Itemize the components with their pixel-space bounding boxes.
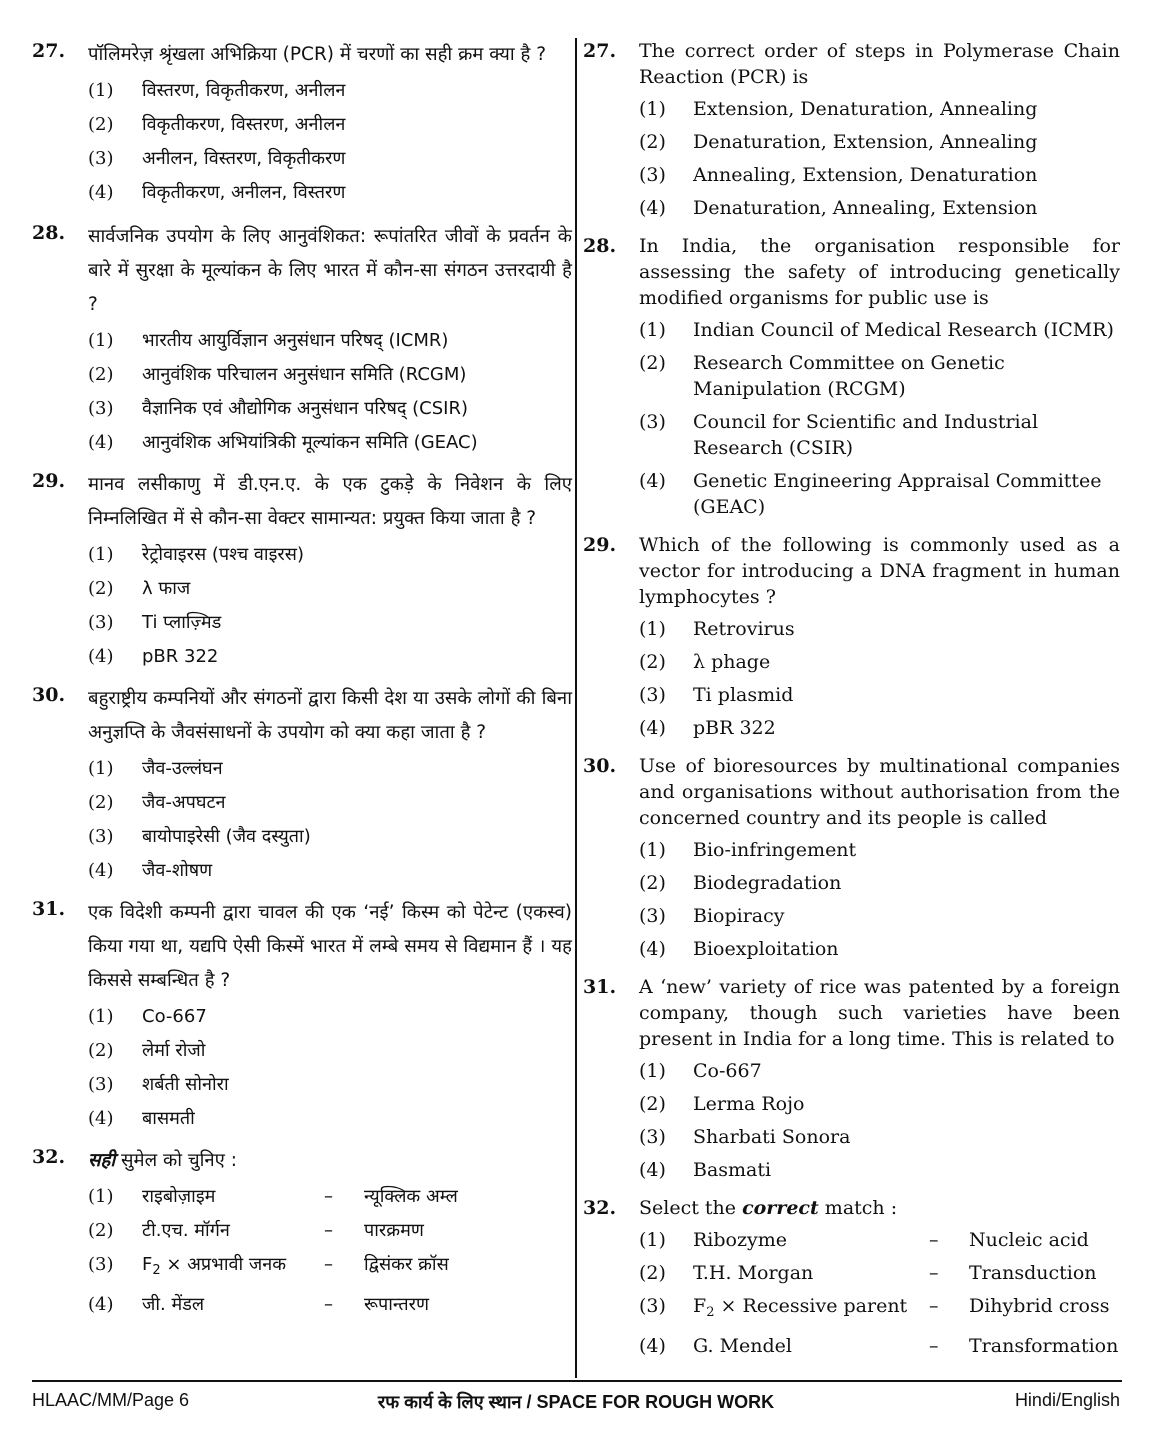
option-1: [88, 756, 572, 782]
option-text: लेर्मा रोजो: [142, 1040, 206, 1061]
option-number: (1): [639, 839, 666, 861]
option-1: [88, 1184, 572, 1210]
match-right: न्यूक्लिक अम्ल: [364, 1186, 458, 1207]
option-number: (2): [88, 1040, 114, 1061]
option-text: Ti plasmid: [693, 684, 794, 706]
match-right: रूपान्तरण: [364, 1294, 430, 1315]
option-number: (3): [639, 411, 666, 433]
option-number: (2): [639, 1093, 666, 1115]
question-number: 30.: [583, 755, 617, 777]
option-number: (1): [88, 1006, 114, 1027]
question-stem: The correct order of steps in Polymerase Chain Reaction (PCR) is: [639, 40, 1120, 88]
match-dash: –: [929, 1229, 939, 1251]
question-30-hindi: [32, 682, 572, 884]
option-4: [639, 715, 1120, 741]
option-3: [639, 903, 1120, 929]
option-text: Co-667: [142, 1006, 207, 1027]
option-number: (3): [639, 905, 666, 927]
footer-rule: [32, 1380, 1122, 1382]
question-number: 30.: [32, 684, 66, 706]
option-number: (2): [88, 792, 114, 813]
option-3: [88, 1252, 572, 1284]
option-text: Council for Scientific and Industrial Research (CSIR): [693, 411, 1039, 459]
option-1: [88, 328, 572, 354]
option-number: (4): [88, 646, 114, 667]
match-left: [693, 1293, 929, 1326]
option-text: अनीलन, विस्तरण, विकृतीकरण: [142, 148, 346, 169]
match-dash: –: [324, 1186, 333, 1207]
question-29-hindi: [32, 468, 572, 670]
stem-pre: Select the: [639, 1197, 743, 1219]
option-number: (3): [639, 164, 666, 186]
option-number: (4): [88, 1294, 114, 1315]
options-list: [639, 837, 1120, 962]
option-text: जैव-शोषण: [142, 860, 213, 881]
hindi-column: [32, 38, 572, 1330]
page-code: HLAAC/MM/Page 6: [32, 1390, 190, 1410]
page-footer: [32, 1388, 1120, 1416]
option-number: (3): [88, 148, 114, 169]
option-text: Biopiracy: [693, 905, 785, 927]
option-4: [639, 468, 1120, 520]
options-list: [639, 317, 1120, 520]
options-list: [88, 78, 572, 206]
option-number: (2): [639, 352, 666, 374]
option-text: Biodegradation: [693, 872, 842, 894]
question-number: 29.: [32, 470, 66, 492]
option-4: [639, 1157, 1120, 1183]
option-number: (3): [88, 1254, 114, 1275]
question-stem: मानव लसीकाणु में डी.एन.ए. के एक टुकड़े के निवेशन के लिए निम्नलिखित में से कौन-सा वेक्टर सामान्यत: प्रयुक्त किया जाता है ?: [88, 474, 572, 529]
option-text: Basmati: [693, 1159, 772, 1181]
option-4: [88, 1106, 572, 1132]
option-3: [88, 1072, 572, 1098]
option-number: (1): [88, 758, 114, 779]
stem-rest: match :: [818, 1197, 898, 1219]
option-4: [88, 1292, 572, 1318]
match-right: Transduction: [969, 1262, 1097, 1284]
question-number: 28.: [32, 222, 66, 244]
option-2: [88, 112, 572, 138]
option-number: (2): [88, 578, 114, 599]
match-dash: –: [929, 1335, 939, 1357]
option-number: (1): [88, 80, 114, 101]
match-dash: –: [324, 1220, 333, 1241]
option-number: (3): [88, 1074, 114, 1095]
rough-work-label: रफ कार्य के लिए स्थान / SPACE FOR ROUGH WORK: [377, 1392, 775, 1412]
option-text: Indian Council of Medical Research (ICMR): [693, 319, 1114, 341]
option-number: (4): [88, 1108, 114, 1129]
option-2: [88, 790, 572, 816]
option-1: [88, 1004, 572, 1030]
option-text: Research Committee on Genetic Manipulation (RCGM): [693, 352, 1005, 400]
option-number: (1): [88, 544, 114, 565]
options-list: [88, 756, 572, 884]
option-number: (4): [88, 182, 114, 203]
option-text: Bioexploitation: [693, 938, 839, 960]
question-27-english: [583, 38, 1120, 221]
option-4: [88, 430, 572, 456]
match-left-rest: × Recessive parent: [714, 1295, 908, 1317]
options-list: [88, 542, 572, 670]
option-3: [88, 824, 572, 850]
question-stem: [88, 1144, 572, 1178]
option-2: [88, 576, 572, 602]
question-number: 32.: [583, 1197, 617, 1219]
option-number: (2): [639, 1262, 666, 1284]
option-2: [639, 870, 1120, 896]
option-3: [88, 610, 572, 636]
option-3: [88, 146, 572, 172]
option-number: (1): [639, 319, 666, 341]
option-2: [639, 1091, 1120, 1117]
option-text: λ फाज: [142, 578, 191, 599]
match-left: Ribozyme: [693, 1229, 787, 1251]
option-2: [639, 1260, 1120, 1286]
option-text: Extension, Denaturation, Annealing: [693, 98, 1038, 120]
question-28-hindi: [32, 220, 572, 456]
question-stem: [639, 1195, 1120, 1221]
f-symbol: F: [142, 1254, 153, 1275]
option-text: विकृतीकरण, विस्तरण, अनीलन: [142, 114, 346, 135]
match-right: द्विसंकर क्रॉस: [364, 1254, 449, 1275]
option-text: बासमती: [142, 1108, 195, 1129]
option-number: (2): [639, 872, 666, 894]
option-3: [639, 682, 1120, 708]
option-text: विकृतीकरण, अनीलन, विस्तरण: [142, 182, 346, 203]
option-number: (1): [639, 618, 666, 640]
match-left: जी. मेंडल: [142, 1294, 205, 1315]
option-1: [88, 542, 572, 568]
options-list: [88, 328, 572, 456]
option-text: pBR 322: [142, 646, 219, 667]
option-number: (2): [88, 114, 114, 135]
option-text: जैव-अपघटन: [142, 792, 226, 813]
language-label: Hindi/English: [1014, 1390, 1120, 1410]
option-text: बायोपाइरेसी (जैव दस्युता): [142, 826, 311, 847]
option-text: आनुवंशिक परिचालन अनुसंधान समिति (RCGM): [142, 364, 467, 385]
option-number: (4): [639, 470, 666, 492]
f-symbol: F: [693, 1295, 707, 1317]
question-number: 27.: [32, 40, 66, 62]
match-right: Transformation: [969, 1335, 1119, 1357]
question-stem: सार्वजनिक उपयोग के लिए आनुवंशिकत: रूपांतरित जीवों के प्रवर्तन के बारे में सुरक्षा के मूल्यांकन के लिए भारत में कौन-सा संगठन उत्तरदायी है ?: [88, 226, 572, 315]
match-dash: –: [324, 1294, 333, 1315]
option-3: [88, 396, 572, 422]
stem-emphasis: सही: [88, 1150, 116, 1171]
match-right: Nucleic acid: [969, 1229, 1089, 1251]
option-number: (3): [88, 398, 114, 419]
option-number: (1): [639, 1060, 666, 1082]
option-number: (3): [88, 826, 114, 847]
option-1: [88, 78, 572, 104]
option-text: Lerma Rojo: [693, 1093, 805, 1115]
option-3: [639, 1293, 1120, 1326]
option-text: Annealing, Extension, Denaturation: [693, 164, 1038, 186]
option-2: [639, 350, 1120, 402]
option-text: आनुवंशिक अभियांत्रिकी मूल्यांकन समिति (GEAC): [142, 432, 478, 453]
question-number: 32.: [32, 1146, 66, 1168]
subscript: 2: [706, 1305, 715, 1320]
match-left: [142, 1252, 324, 1284]
option-4: [88, 644, 572, 670]
option-1: [639, 1058, 1120, 1084]
question-number: 31.: [32, 898, 66, 920]
question-number: 27.: [583, 40, 617, 62]
option-text: रेट्रोवाइरस (पश्च वाइरस): [142, 544, 304, 565]
question-32-english: [583, 1195, 1120, 1359]
option-text: Sharbati Sonora: [693, 1126, 851, 1148]
option-text: Denaturation, Extension, Annealing: [693, 131, 1038, 153]
question-30-english: [583, 753, 1120, 962]
option-4: [88, 858, 572, 884]
option-number: (3): [639, 1126, 666, 1148]
question-number: 31.: [583, 976, 617, 998]
option-4: [639, 1333, 1120, 1359]
option-2: [88, 1038, 572, 1064]
option-4: [88, 180, 572, 206]
option-text: शर्बती सोनोरा: [142, 1074, 229, 1095]
option-1: [639, 1227, 1120, 1253]
option-number: (4): [639, 717, 666, 739]
option-text: विस्तरण, विकृतीकरण, अनीलन: [142, 80, 346, 101]
option-2: [639, 129, 1120, 155]
option-number: (4): [639, 1335, 666, 1357]
english-column: [583, 38, 1120, 1371]
option-number: (3): [88, 612, 114, 633]
option-text: Bio-infringement: [693, 839, 857, 861]
option-number: (2): [88, 364, 114, 385]
option-number: (4): [88, 432, 114, 453]
match-left-rest: × अप्रभावी जनक: [160, 1254, 287, 1275]
question-stem: In India, the organisation responsible for assessing the safety of introducing genetically modified organisms for public use is: [639, 235, 1120, 309]
question-27-hindi: [32, 38, 572, 206]
option-3: [639, 162, 1120, 188]
option-number: (2): [639, 651, 666, 673]
stem-emphasis: correct: [742, 1197, 819, 1219]
options-list: [639, 616, 1120, 741]
option-number: (4): [639, 197, 666, 219]
option-text: pBR 322: [693, 717, 776, 739]
option-4: [639, 936, 1120, 962]
stem-rest: सुमेल को चुनिए :: [115, 1150, 238, 1171]
question-stem: Which of the following is commonly used as a vector for introducing a DNA fragment in human lymphocytes ?: [639, 534, 1120, 608]
question-stem: A ‘new’ variety of rice was patented by a foreign company, though such varieties have been present in India for a long time. This is related to: [639, 976, 1120, 1050]
options-list: [639, 1058, 1120, 1183]
option-text: Ti प्लाज़्मिड: [142, 612, 222, 633]
option-text: जैव-उल्लंघन: [142, 758, 223, 779]
options-list: [88, 1004, 572, 1132]
match-dash: –: [324, 1254, 333, 1275]
question-number: 28.: [583, 235, 617, 257]
option-text: Denaturation, Annealing, Extension: [693, 197, 1038, 219]
options-list: [639, 96, 1120, 221]
match-left: G. Mendel: [693, 1335, 792, 1357]
option-number: (2): [639, 131, 666, 153]
option-text: वैज्ञानिक एवं औद्योगिक अनुसंधान परिषद् (CSIR): [142, 398, 468, 419]
match-left: T.H. Morgan: [693, 1262, 814, 1284]
option-number: (4): [639, 938, 666, 960]
option-text: Genetic Engineering Appraisal Committee (GEAC): [693, 470, 1102, 518]
option-2: [88, 362, 572, 388]
match-right: Dihybrid cross: [969, 1295, 1110, 1317]
option-3: [639, 409, 1120, 461]
option-number: (3): [639, 1295, 666, 1317]
option-number: (1): [639, 98, 666, 120]
question-stem: Use of bioresources by multinational companies and organisations without authorisation from the concerned country and its people is called: [639, 755, 1120, 829]
option-text: Retrovirus: [693, 618, 795, 640]
option-number: (3): [639, 684, 666, 706]
option-2: [639, 649, 1120, 675]
options-list: [639, 1227, 1120, 1359]
question-28-english: [583, 233, 1120, 520]
subscript: 2: [152, 1263, 161, 1278]
match-dash: –: [929, 1295, 939, 1317]
question-32-hindi: [32, 1144, 572, 1318]
match-left: टी.एच. मॉर्गन: [142, 1220, 230, 1241]
question-number: 29.: [583, 534, 617, 556]
option-number: (4): [88, 860, 114, 881]
question-stem: बहुराष्ट्रीय कम्पनियों और संगठनों द्वारा किसी देश या उसके लोगों की बिना अनुज्ञप्ति के जैवसंसाधनों के उपयोग को क्या कहा जाता है ?: [88, 688, 572, 743]
option-3: [639, 1124, 1120, 1150]
question-31-english: [583, 974, 1120, 1183]
option-1: [639, 96, 1120, 122]
option-1: [639, 837, 1120, 863]
option-number: (2): [88, 1220, 114, 1241]
question-29-english: [583, 532, 1120, 741]
option-1: [639, 616, 1120, 642]
question-stem: पॉलिमरेज़ श्रृंखला अभिक्रिया (PCR) में चरणों का सही क्रम क्या है ?: [88, 44, 547, 65]
match-left: राइबोज़ाइम: [142, 1186, 216, 1207]
option-1: [639, 317, 1120, 343]
question-31-hindi: [32, 896, 572, 1132]
match-dash: –: [929, 1262, 939, 1284]
match-right: पारक्रमण: [364, 1220, 424, 1241]
option-text: λ phage: [693, 651, 771, 673]
question-stem: एक विदेशी कम्पनी द्वारा चावल की एक ‘नई’ किस्म को पेटेन्ट (एकस्व) किया गया था, यद्यपि ऐसी किस्में भारत में लम्बे समय से विद्यमान हैं । यह किससे सम्बन्धित है ?: [88, 902, 572, 991]
option-text: Co-667: [693, 1060, 762, 1082]
option-number: (1): [88, 1186, 114, 1207]
option-4: [639, 195, 1120, 221]
options-list: [88, 1184, 572, 1318]
option-2: [88, 1218, 572, 1244]
option-number: (1): [88, 330, 114, 351]
column-divider: [575, 38, 577, 1378]
option-number: (1): [639, 1229, 666, 1251]
option-number: (4): [639, 1159, 666, 1181]
option-text: भारतीय आयुर्विज्ञान अनुसंधान परिषद् (ICMR): [142, 330, 449, 351]
